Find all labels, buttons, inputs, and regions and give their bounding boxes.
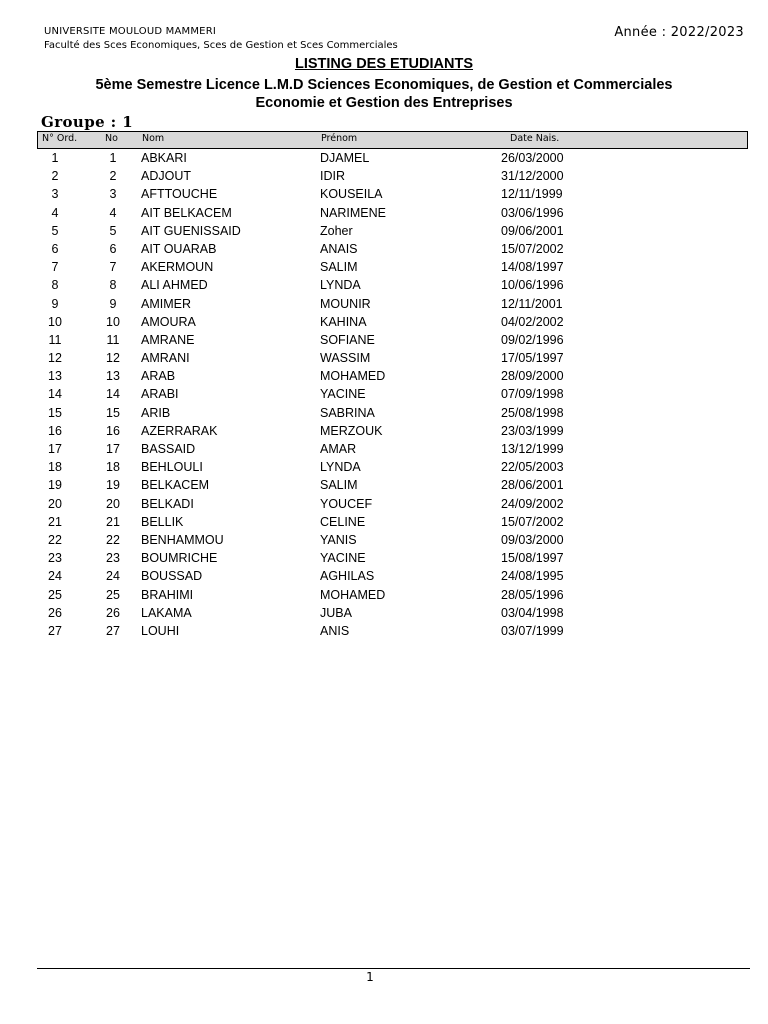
row-order-number: 24 bbox=[48, 569, 62, 584]
row-birth-date: 03/04/1998 bbox=[501, 605, 564, 620]
row-last-name: ADJOUT bbox=[141, 169, 191, 184]
row-student-number: 25 bbox=[106, 587, 120, 602]
row-birth-date: 14/08/1997 bbox=[501, 260, 564, 275]
row-order-number: 21 bbox=[48, 514, 62, 529]
row-birth-date: 17/05/1997 bbox=[501, 351, 564, 366]
row-birth-date: 22/05/2003 bbox=[501, 460, 564, 475]
row-order-number: 25 bbox=[48, 587, 62, 602]
row-first-name: SOFIANE bbox=[320, 332, 375, 347]
page-number: 1 bbox=[366, 970, 374, 984]
row-order-number: 20 bbox=[48, 496, 62, 511]
row-birth-date: 07/09/1998 bbox=[501, 387, 564, 402]
row-order-number: 9 bbox=[51, 296, 59, 311]
row-birth-date: 10/06/1996 bbox=[501, 278, 564, 293]
row-last-name: BOUMRICHE bbox=[141, 551, 218, 566]
row-order-number: 3 bbox=[51, 187, 59, 202]
row-first-name: WASSIM bbox=[320, 351, 371, 366]
row-last-name: BASSAID bbox=[141, 442, 196, 456]
row-order-number: 26 bbox=[48, 605, 62, 620]
row-order-number: 6 bbox=[51, 241, 59, 256]
table-row bbox=[0, 532, 768, 550]
table-row bbox=[0, 550, 768, 568]
row-birth-date: 24/09/2002 bbox=[501, 496, 564, 511]
row-order-number: 22 bbox=[48, 532, 62, 547]
row-student-number: 27 bbox=[106, 623, 120, 638]
row-first-name: ANIS bbox=[320, 623, 350, 638]
row-first-name: KOUSEILA bbox=[320, 187, 383, 202]
row-student-number: 18 bbox=[106, 460, 120, 475]
row-birth-date: 13/12/1999 bbox=[501, 442, 564, 456]
row-last-name: AZERRARAK bbox=[141, 423, 218, 438]
row-student-number: 2 bbox=[109, 169, 117, 184]
table-row bbox=[0, 623, 768, 641]
row-last-name: AIT OUARAB bbox=[141, 241, 217, 256]
row-order-number: 4 bbox=[51, 205, 59, 220]
row-student-number: 15 bbox=[106, 405, 120, 420]
row-first-name: DJAMEL bbox=[320, 151, 370, 165]
row-birth-date: 09/03/2000 bbox=[501, 532, 564, 547]
row-student-number: 24 bbox=[106, 569, 120, 584]
university-name: UNIVERSITE MOULOUD MAMMERI bbox=[44, 26, 217, 37]
row-last-name: ALI AHMED bbox=[141, 278, 208, 293]
group-label: Groupe : 1 bbox=[41, 113, 134, 131]
row-order-number: 12 bbox=[48, 351, 62, 366]
table-row bbox=[0, 186, 768, 204]
program-subtitle: 5ème Semestre Licence L.M.D Sciences Economiques, de Gestion et Commerciales bbox=[95, 77, 673, 93]
table-row bbox=[0, 405, 768, 423]
row-last-name: LOUHI bbox=[141, 623, 180, 638]
row-order-number: 5 bbox=[51, 223, 59, 238]
row-first-name: LYNDA bbox=[320, 460, 361, 475]
row-student-number: 8 bbox=[109, 278, 117, 293]
column-header-no: No bbox=[105, 133, 118, 144]
row-first-name: MERZOUK bbox=[320, 423, 383, 438]
row-birth-date: 15/08/1997 bbox=[501, 551, 564, 566]
row-first-name: NARIMENE bbox=[320, 205, 386, 220]
row-first-name: AGHILAS bbox=[320, 569, 375, 584]
row-first-name: MOUNIR bbox=[320, 296, 371, 311]
table-header bbox=[37, 131, 748, 149]
table-row bbox=[0, 332, 768, 350]
row-birth-date: 23/03/1999 bbox=[501, 423, 564, 438]
row-student-number: 9 bbox=[109, 296, 117, 311]
row-student-number: 13 bbox=[106, 369, 120, 384]
row-first-name: LYNDA bbox=[320, 278, 361, 293]
row-first-name: YACINE bbox=[320, 387, 366, 402]
row-order-number: 2 bbox=[51, 169, 59, 184]
row-birth-date: 12/11/2001 bbox=[501, 296, 563, 311]
row-last-name: AIT GUENISSAID bbox=[141, 223, 241, 238]
row-first-name: MOHAMED bbox=[320, 369, 386, 384]
row-last-name: BOUSSAD bbox=[141, 569, 203, 584]
row-student-number: 23 bbox=[106, 551, 120, 566]
table-row bbox=[0, 568, 768, 586]
row-order-number: 15 bbox=[48, 405, 62, 420]
row-first-name: SALIM bbox=[320, 478, 358, 493]
row-order-number: 10 bbox=[48, 314, 62, 329]
row-birth-date: 03/07/1999 bbox=[501, 623, 564, 638]
row-first-name: KAHINA bbox=[320, 314, 367, 329]
row-birth-date: 15/07/2002 bbox=[501, 514, 564, 529]
table-row bbox=[0, 205, 768, 223]
row-first-name: AMAR bbox=[320, 442, 357, 456]
row-student-number: 20 bbox=[106, 496, 120, 511]
column-header-prenom: Prénom bbox=[321, 133, 358, 144]
row-first-name: IDIR bbox=[320, 169, 345, 184]
row-last-name: BELKACEM bbox=[141, 478, 210, 493]
table-row bbox=[0, 241, 768, 259]
table-row bbox=[0, 587, 768, 605]
row-last-name: ARIB bbox=[141, 405, 171, 420]
row-student-number: 10 bbox=[106, 314, 120, 329]
row-last-name: BRAHIMI bbox=[141, 587, 194, 602]
row-last-name: BENHAMMOU bbox=[141, 532, 224, 547]
row-student-number: 12 bbox=[106, 351, 120, 366]
row-student-number: 1 bbox=[109, 151, 117, 165]
row-first-name: YACINE bbox=[320, 551, 366, 566]
row-order-number: 13 bbox=[48, 369, 62, 384]
row-birth-date: 24/08/1995 bbox=[501, 569, 564, 584]
row-first-name: Zoher bbox=[320, 223, 353, 238]
row-student-number: 7 bbox=[109, 260, 117, 275]
academic-year: Année : 2022/2023 bbox=[614, 25, 744, 40]
row-student-number: 11 bbox=[106, 332, 120, 347]
row-first-name: ANAIS bbox=[320, 241, 358, 256]
table-row bbox=[0, 259, 768, 277]
row-first-name: YANIS bbox=[320, 532, 357, 547]
row-first-name: MOHAMED bbox=[320, 587, 386, 602]
table-row bbox=[0, 296, 768, 314]
row-last-name: ARAB bbox=[141, 369, 176, 384]
row-order-number: 27 bbox=[48, 623, 62, 638]
row-birth-date: 28/05/1996 bbox=[501, 587, 564, 602]
row-first-name: SALIM bbox=[320, 260, 358, 275]
row-order-number: 23 bbox=[48, 551, 62, 566]
table-row bbox=[0, 605, 768, 623]
row-student-number: 17 bbox=[106, 442, 120, 456]
row-birth-date: 25/08/1998 bbox=[501, 405, 564, 420]
row-last-name: ARABI bbox=[141, 387, 179, 402]
row-birth-date: 28/09/2000 bbox=[501, 369, 564, 384]
row-order-number: 18 bbox=[48, 460, 62, 475]
row-student-number: 26 bbox=[106, 605, 120, 620]
table-row bbox=[0, 350, 768, 368]
column-header-ord: N° Ord. bbox=[42, 133, 78, 144]
row-birth-date: 03/06/1996 bbox=[501, 205, 564, 220]
row-birth-date: 31/12/2000 bbox=[501, 169, 564, 184]
row-birth-date: 09/02/1996 bbox=[501, 332, 564, 347]
column-header-date: Date Nais. bbox=[510, 133, 560, 144]
row-first-name: CELINE bbox=[320, 514, 366, 529]
row-last-name: AKERMOUN bbox=[141, 260, 214, 275]
footer-divider bbox=[37, 968, 750, 969]
column-header-nom: Nom bbox=[142, 133, 165, 144]
row-student-number: 4 bbox=[109, 205, 117, 220]
row-first-name: SABRINA bbox=[320, 405, 375, 420]
row-birth-date: 15/07/2002 bbox=[501, 241, 564, 256]
table-row bbox=[0, 496, 768, 514]
row-last-name: ABKARI bbox=[141, 151, 187, 165]
row-student-number: 16 bbox=[106, 423, 120, 438]
table-row bbox=[0, 477, 768, 495]
row-student-number: 14 bbox=[106, 387, 120, 402]
row-last-name: AMOURA bbox=[141, 314, 196, 329]
row-last-name: LAKAMA bbox=[141, 605, 192, 620]
row-birth-date: 26/03/2000 bbox=[501, 151, 564, 165]
table-row bbox=[0, 386, 768, 404]
table-row bbox=[0, 423, 768, 441]
row-order-number: 19 bbox=[48, 478, 62, 493]
row-student-number: 19 bbox=[106, 478, 120, 493]
table-row bbox=[0, 150, 768, 168]
row-order-number: 16 bbox=[48, 423, 62, 438]
row-order-number: 8 bbox=[51, 278, 59, 293]
faculty-name: Faculté des Sces Economiques, Sces de Gestion et Sces Commerciales bbox=[44, 40, 398, 51]
row-last-name: AIT BELKACEM bbox=[141, 205, 232, 220]
row-last-name: AFTTOUCHE bbox=[141, 187, 218, 202]
table-row bbox=[0, 223, 768, 241]
row-student-number: 3 bbox=[109, 187, 117, 202]
row-birth-date: 12/11/1999 bbox=[501, 187, 563, 202]
table-row bbox=[0, 168, 768, 186]
table-row bbox=[0, 314, 768, 332]
page-title: LISTING DES ETUDIANTS bbox=[294, 56, 474, 72]
row-student-number: 5 bbox=[109, 223, 117, 238]
row-first-name: YOUCEF bbox=[320, 496, 373, 511]
specialty-subtitle: Economie et Gestion des Entreprises bbox=[255, 95, 513, 111]
row-last-name: BELLIK bbox=[141, 514, 184, 529]
row-last-name: AMRANE bbox=[141, 332, 195, 347]
row-birth-date: 04/02/2002 bbox=[501, 314, 564, 329]
table-row bbox=[0, 514, 768, 532]
row-order-number: 17 bbox=[48, 442, 62, 456]
student-table-body bbox=[0, 150, 768, 641]
row-order-number: 14 bbox=[48, 387, 62, 402]
table-row bbox=[0, 459, 768, 477]
row-first-name: JUBA bbox=[320, 605, 352, 620]
row-last-name: BELKADI bbox=[141, 496, 194, 511]
row-last-name: AMIMER bbox=[141, 296, 191, 311]
row-last-name: BEHLOULI bbox=[141, 460, 203, 475]
row-student-number: 21 bbox=[106, 514, 120, 529]
row-student-number: 6 bbox=[109, 241, 117, 256]
table-row bbox=[0, 441, 768, 459]
row-student-number: 22 bbox=[106, 532, 120, 547]
row-last-name: AMRANI bbox=[141, 351, 190, 366]
row-birth-date: 28/06/2001 bbox=[501, 478, 564, 493]
row-order-number: 7 bbox=[51, 260, 59, 275]
row-order-number: 11 bbox=[48, 332, 62, 347]
row-order-number: 1 bbox=[51, 151, 59, 165]
row-birth-date: 09/06/2001 bbox=[501, 223, 564, 238]
table-row bbox=[0, 368, 768, 386]
table-row bbox=[0, 277, 768, 295]
